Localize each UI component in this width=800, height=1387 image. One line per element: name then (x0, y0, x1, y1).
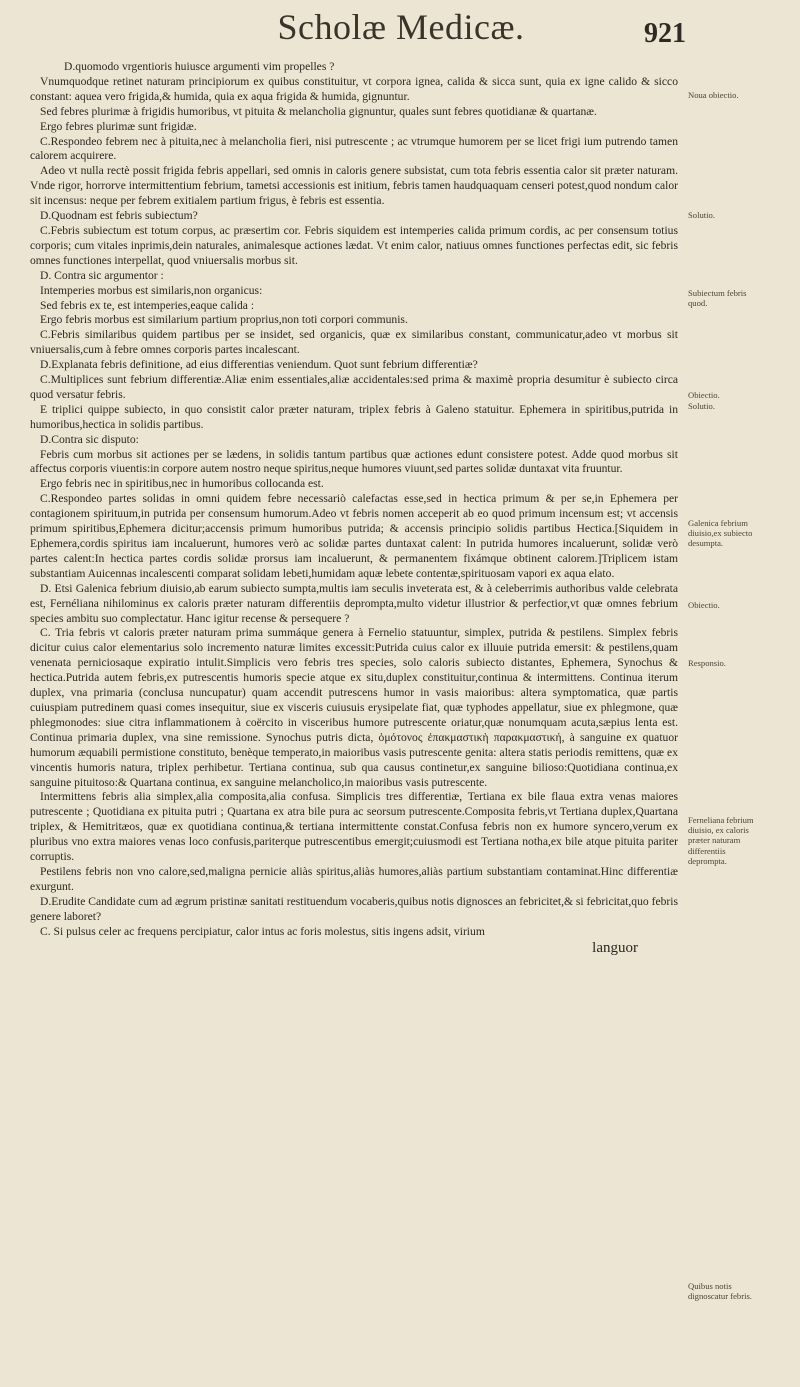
paragraph: E triplici quippe subiecto, in quo consistit calor præter naturam, triplex febris à Galeno statuitur. Ephemera in spiritibus,putrida in humoribus,hectica in solidis partibus. (30, 402, 678, 431)
paragraph: C.Febris similaribus quidem partibus per se insidet, sed organicis, quæ ex similaribus constant, communicatur,adeo vt morbus sit vniuersalis,cum à febre omnes corporis partes incalescant. (30, 328, 678, 357)
marginal-note: Subiectum febris quod. (688, 288, 747, 309)
catchword: languor (592, 940, 638, 957)
paragraph: Intemperies morbus est similaris,non organicus: (40, 283, 263, 297)
main-text (30, 60, 678, 956)
marginal-note: Quibus notis dignoscatur febris. (688, 1281, 752, 1302)
paragraph: D. Contra sic argumentor : (40, 268, 164, 282)
paragraph: Intermittens febris alia simplex,alia composita,alia confusa. Simplicis tres differentiæ, Tertiana ex bile flaua extra venas maiores putrescente ; Quotidiana ex pituita putri ; Quartana ex atra bile pura ac seorsum putrescente.Composita febris,vt Tertiana duplex,Quartana triplex, & Hemitritæos, quæ ex quotidiana continua,& tertiana intermittente constat.Confusa febris non ex humore syncero,verum ex pluribus vno extra maiores venas loco confusis,pariterque putrescentibus emergit;cuiusmodi est Tertiana notha,ex bile atque pituita pariter corruptis. (30, 790, 678, 864)
marginal-note: Responsio. (688, 658, 726, 668)
marginal-note: Solutio. (688, 401, 715, 411)
marginal-note: Galenica febrium diuisio,ex subiecto desumpta. (688, 518, 753, 549)
marginal-note: Obiectio. (688, 390, 720, 400)
paragraph: Ergo febris nec in spiritibus,nec in humoribus collocanda est. (40, 477, 324, 491)
paragraph: Adeo vt nulla rectè possit frigida febris appellari, sed omnis in caloris genere subsistat, cum tota febris essentia calor sit præter naturam. Vnde rigor, horrorve intermittentium febrium, tametsi accessionis est initium, febris tamen haudquaquam censeri potest,quod nondum calor sit incensus: neque per febrem exitialem partium frigus, è febris est essentia. (30, 164, 678, 208)
marginalia-column (688, 60, 760, 1302)
paragraph: Ergo febres plurimæ sunt frigidæ. (40, 119, 197, 133)
paragraph: Pestilens febris non vno calore,sed,maligna pernicie aliàs spiritus,aliàs humores,aliàs partium substantiam contaminat.Hinc differentiæ exurgunt. (30, 864, 678, 893)
paragraph: D.Quodnam est febris subiectum? (40, 209, 198, 223)
page-header (30, 6, 772, 60)
paragraph: D.Erudite Candidate cum ad ægrum pristinæ sanitati restituendum vocaberis,quibus notis dignosces an febricitet,& si febricitat,quo febris genere laboret? (30, 894, 678, 923)
paragraph: C.Multiplices sunt febrium differentiæ.Aliæ enim essentiales,aliæ accidentales:sed prima & maximè propria desumitur è subiecto circa quod versatur febris. (30, 373, 678, 401)
paragraph: C.Respondeo partes solidas in omni quidem febre necessariò calefactas esse,sed in hectica primum & per se,in Ephemera per contagionem spirituum,in putrida per consensum humorum.Adeo vt febris nomen acceperit ab eo quod primum incensum est; vt accensis primum spiritibus,Ephemera dicitur;accensis primum humoribus putrida; & accensis principio solidis partibus Hectica.[Siquidem in Ephemera,cordis spiritus iam incaluerunt, humores verò ac solidæ partes duntaxat calent: In putrida humores incaluerunt, solidæ verò partes calent:In hectica partes cordis solidæ prorsus iam incaluerunt, & permanentem fixámque obtinent calorem.]Triplicem istam substantiam Auicennas incalescenti comparat solidam lebeti,humidam aquæ lebete contentæ,spirituosam vapori ex aqua elato. (30, 492, 678, 580)
page-body (30, 60, 772, 1302)
paragraph: Sed febris ex te, est intemperies,eaque calida : (40, 298, 255, 312)
marginal-note: Ferneliana febrium diuisio, ex caloris præter naturam differentiis deprompta. (688, 815, 754, 866)
marginal-note: Solutio. (688, 210, 715, 220)
paragraph: Sed febres plurimæ à frigidis humoribus, vt pituita & melancholia gignuntur, quales sunt febres quotidianæ & quartanæ. (40, 104, 597, 118)
paragraph: D. Etsi Galenica febrium diuisio,ab earum subiecto sumpta,multis iam seculis inveterata est, & à celeberrimis authoribus valde celebrata est, Fernéliana nihilominus ex caloris præter naturam differentiis deprompta,multo videtur illustrior & perfectior,vt quæ omnes febrium species ambitu suo complectatur. Hanc igitur recense & persequere ? (30, 581, 678, 625)
page-number: 921 (644, 18, 686, 49)
running-title: Scholæ Medicæ. (277, 7, 525, 47)
paragraph: C. Tria febris vt caloris præter naturam prima summáque genera à Fernelio statuuntur, simplex, putrida & pestilens. Simplex febris dicitur cuius calor elementarius solo incremento naturæ limites excessit:Putrida cuius calor ex illuuie putrida emersit: & pestilens,quam venenata perniciosaque expiratio intulit.Simplicis vero febris tres species, solo caloris subiecto distantes, Ephemera, Synochus & hectica.Putrida autem febris,ex putrescentis humoris specie atque ex situ,duplex constituitur,continua & intermittens. Continua iterum duplex, vna primaria (conclusa nuncupatur) quam accendit putrescens humor in vasis maioribus: altera symptomatica, quæ partis cuiuspiam putredinem quasi comes insequitur, siue ex visceris cuiusuis erysipelate fiat, quæ typhodes appellatur, siue ex phlegmone, quæ phlegmonodes: siue citra inflammationem à coërcito in visceribus humore putrescente oriatur,quæ nonumquam acuta,sæpius lenta est. Continua primaria duplex, vna sine remissione. Synochus putris dicta, ὁμότονος ἐπακμαστικὴ παρακμαστική, à sanguine ex quatuor humorum æquabili permistione constituto, benèque temperato,in maioribus vasis putrescente genita: altera statis periodis remittens, quæ ex vincentis humoris natura, triplex perhibetur. Tertiana continua, sub qua causus continetur,ex sanguine bilioso:Quotidiana continua,ex sanguine pituitoso:& Quartana continua, ex sanguine melancholico,in maioribus vasis putrescente. (30, 626, 678, 789)
paragraph: C.Respondeo febrem nec à pituita,nec à melancholia fieri, nisi putrescente ; ac vtrumque humorem per se licet frigi ium putrendo tamen calorem acquirere. (30, 134, 678, 163)
paragraph: Vnumquodque retinet naturam principiorum ex quibus constituitur, vt corpora ignea, calida & sicca sunt, quia ex igne calido & sicco constant: aquea vero frigida,& humida, quia ex aqua frigida & humida, gignuntur. (30, 74, 678, 103)
marginal-note: Noua obiectio. (688, 90, 739, 100)
paragraph: C.Febris subiectum est totum corpus, ac præsertim cor. Febris siquidem est intemperies calida primum cordis, ac per consensum totius corporis; cum vitales inprimis,dein naturales, animalesque actiones lædat. Vt enim calor, natiuus omnes functiones perfectas edit, sic febris omnes functiones interpellat, quod vniuersalis morbus sit. (30, 223, 678, 267)
paragraph: Ergo febris morbus est similarium partium proprius,non toti corpori communis. (40, 313, 408, 327)
paragraph: C. Si pulsus celer ac frequens percipiatur, calor intus ac foris molestus, sitis ingens adsit, virium (40, 924, 485, 938)
paragraph: D.quomodo vrgentioris huiusce argumenti vim propelles ? (64, 60, 335, 73)
marginal-note: Obiectio. (688, 600, 720, 610)
paragraph: D.Contra sic disputo: (40, 432, 139, 446)
paragraph: Febris cum morbus sit actiones per se lædens, in solidis tantum partibus quæ actiones edunt consistere potest. Adde quod morbus sit affectus corporis viuentis:in corpore autem nostro neque spiritus,neque humores viuunt,sed partes solidæ duntaxat vita fruuntur. (30, 447, 678, 476)
paragraph: D.Explanata febris definitione, ad eius differentias veniendum. Quot sunt febrium differentiæ? (40, 358, 478, 372)
